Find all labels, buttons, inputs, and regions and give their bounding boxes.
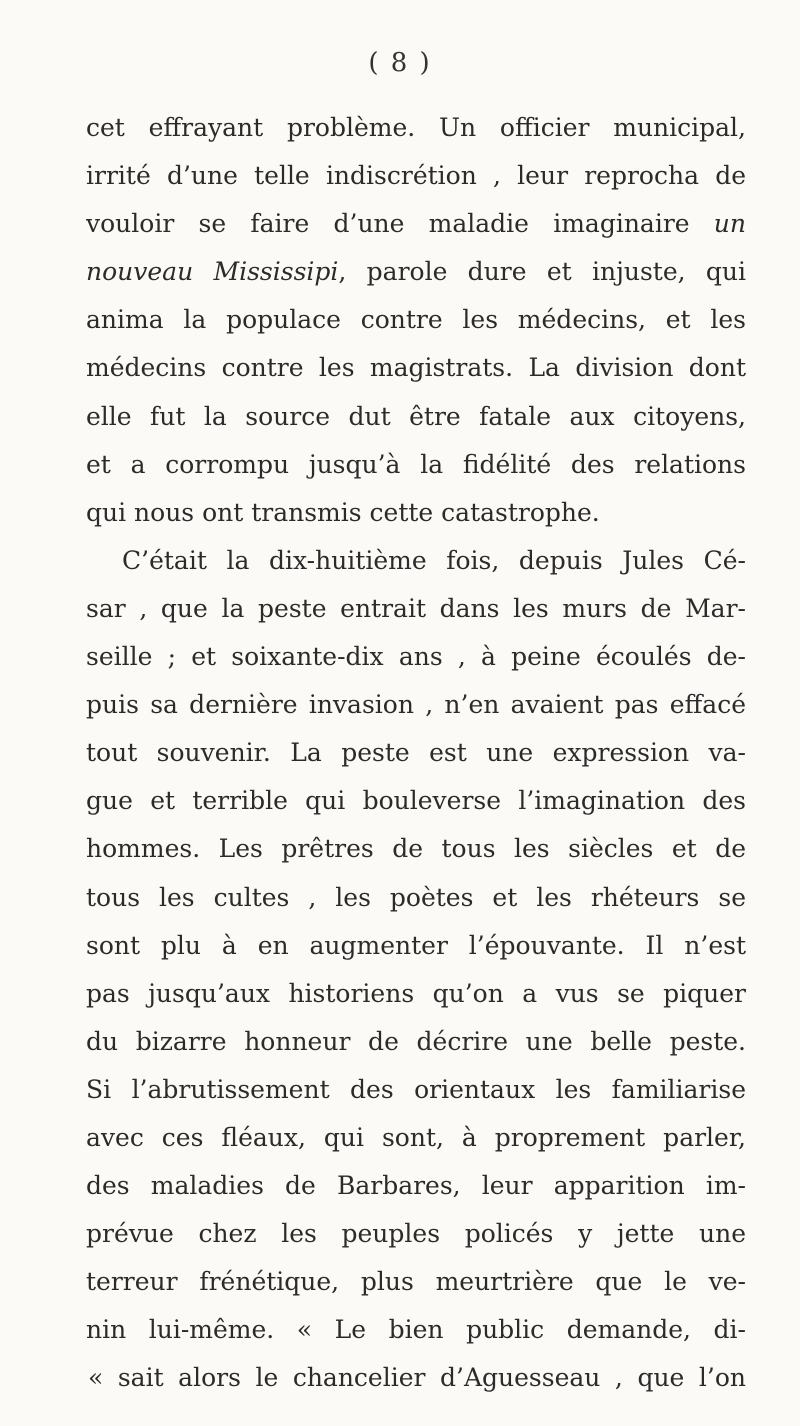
text-line: « sait alors le chancelier d’Aguesseau , que l’on xyxy=(88,1363,746,1393)
text-line xyxy=(86,248,746,296)
text-line: cet effrayant problème. Un officier municipal, xyxy=(86,113,746,142)
page-number: ( 8 ) xyxy=(368,48,432,78)
text-line: Si l’abrutissement des orientaux les familiarise xyxy=(86,1074,746,1104)
text-line: médecins contre les magistrats. La division dont xyxy=(86,353,746,383)
text-line: du bizarre honneur de décrire une belle peste. xyxy=(86,1026,746,1056)
text-line: tous les cultes , les poètes et les rhéteurs se xyxy=(86,882,746,912)
text-line: C’était la dix-huitième fois, depuis Jules Cé- xyxy=(122,545,746,575)
italic-span: un xyxy=(713,209,746,239)
text-line: des maladies de Barbares, leur apparition im- xyxy=(86,1171,746,1201)
text-line: avec ces fléaux, qui sont, à proprement parler, xyxy=(86,1122,746,1152)
text-line: irrité d’une telle indiscrétion , leur reprocha de xyxy=(86,161,746,191)
text-line: sont plu à en augmenter l’épouvante. Il n’est xyxy=(86,930,746,960)
text-span: vouloir se faire d’une maladie imaginaire xyxy=(86,209,714,239)
text-line: pas jusqu’aux historiens qu’on a vus se piquer xyxy=(86,978,746,1008)
text-line: anima la populace contre les médecins, et les xyxy=(86,305,746,335)
text-line: elle fut la source dut être fatale aux citoyens, xyxy=(86,401,746,431)
italic-span: nouveau Mississipi xyxy=(86,257,339,287)
text-line: sar , que la peste entrait dans les murs de Mar- xyxy=(86,593,746,623)
body-text xyxy=(86,104,746,1403)
text-line: nin lui-même. « Le bien public demande, di- xyxy=(86,1315,746,1345)
text-span: , parole dure et injuste, qui xyxy=(338,257,746,287)
text-line: seille ; et soixante-dix ans , à peine écoulés de- xyxy=(86,642,746,672)
text-line: et a corrompu jusqu’à la fidélité des relations xyxy=(86,449,746,479)
text-line: gue et terrible qui bouleverse l’imagination des xyxy=(86,786,746,816)
text-line: hommes. Les prêtres de tous les siècles et de xyxy=(86,834,746,864)
text-line: puis sa dernière invasion , n’en avaient pas effacé xyxy=(86,690,746,720)
text-line: terreur frénétique, plus meurtrière que le ve- xyxy=(86,1267,746,1297)
text-line: tout souvenir. La peste est une expression va- xyxy=(86,738,746,768)
text-line: prévue chez les peuples policés y jette une xyxy=(86,1219,746,1249)
text-line: qui nous ont transmis cette catastrophe. xyxy=(86,497,600,527)
text-line xyxy=(86,200,746,248)
